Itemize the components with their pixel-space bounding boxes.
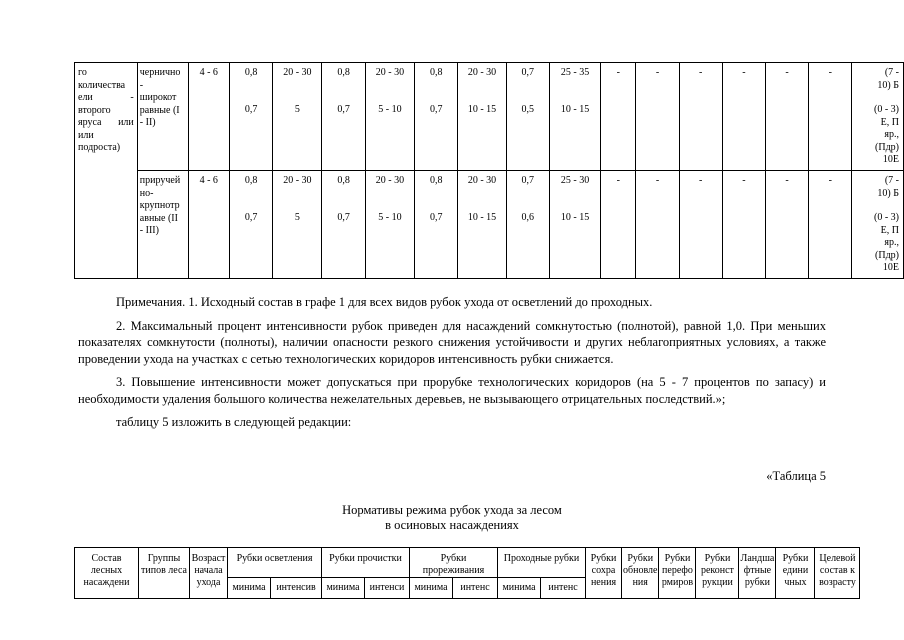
cell-text: 10Е xyxy=(882,262,899,273)
subheader-intensity: интенси xyxy=(365,578,410,599)
header-single: Рубки едини чных xyxy=(776,548,815,599)
value-cell xyxy=(365,171,414,279)
aspen-standards-table xyxy=(74,547,860,599)
cell-text: или xyxy=(78,129,94,141)
table-title-line: Нормативы режима рубок ухода за лесом xyxy=(342,503,562,517)
cell-text: 0,7 xyxy=(521,175,535,186)
cell-text: 5 xyxy=(294,103,300,115)
cell-text: 0,8 xyxy=(337,175,350,186)
subheader-min: минима xyxy=(322,578,365,599)
note-2: 2. Максимальный процент интенсивности рубок приведен для насаждений сомкнутостью (полнотой), равной 1,0. При меньших показателях сомкнутости (полноты), наличии опасности резкого снижения устойчивости и других неблагоприятных условиях, а также проведении ухода на участках с сетью технологических коридоров интенсивность рубки снижается. xyxy=(78,318,826,366)
cell-text: - xyxy=(785,175,789,186)
dash-cell xyxy=(601,63,636,171)
cell-text: 0,8 xyxy=(429,175,443,186)
value-cell xyxy=(506,171,549,279)
dash-cell xyxy=(722,63,765,171)
cell-text: 20 - 30 xyxy=(283,175,312,186)
cell-text: - xyxy=(742,175,746,186)
cell-text: - xyxy=(828,175,832,186)
value-cell xyxy=(458,171,506,279)
header-reformation: Рубки перефо рмиров xyxy=(659,548,696,599)
cell-text: 5 xyxy=(294,211,300,223)
dash-cell xyxy=(722,171,765,279)
cell-text: яруса или xyxy=(78,117,134,128)
age-cell xyxy=(188,171,229,279)
cell-text: второго xyxy=(78,104,111,116)
cell-text: - xyxy=(139,79,144,91)
notes-section xyxy=(78,294,826,431)
target-composition-cell xyxy=(852,171,904,279)
cell-text: - xyxy=(616,67,620,78)
forest-type-cell xyxy=(137,171,188,279)
header-renewal: Рубки обновле ния xyxy=(622,548,659,599)
cell-text: Е, П xyxy=(880,224,899,236)
cell-text: 20 - 30 xyxy=(283,67,312,78)
header-forest-groups: Группы типов леса xyxy=(139,548,190,599)
spacer xyxy=(854,92,899,104)
header-passing: Проходные рубки xyxy=(498,548,586,578)
value-cell xyxy=(458,63,506,171)
dash-cell xyxy=(679,171,722,279)
cell-text: чернично xyxy=(139,67,181,78)
cell-text: широкот xyxy=(139,92,177,103)
header-clearing: Рубки осветления xyxy=(228,548,322,578)
cell-text: 20 - 30 xyxy=(375,67,405,78)
subheader-min: минима xyxy=(228,578,271,599)
table-row xyxy=(75,171,904,279)
cell-text: - xyxy=(785,67,789,78)
cell-text: 0,5 xyxy=(521,103,535,115)
cell-text: 0,6 xyxy=(521,211,535,223)
cell-text: 10) Б xyxy=(877,187,899,199)
cell-text: - xyxy=(616,175,620,186)
cell-text: - xyxy=(699,175,703,186)
header-composition: Состав лесных насаждени xyxy=(75,548,139,599)
value-cell xyxy=(273,171,322,279)
cell-text: 0,8 xyxy=(244,67,258,78)
cell-text: - II) xyxy=(139,117,156,128)
cell-text: 0,8 xyxy=(429,67,443,78)
cell-text: - xyxy=(655,67,660,78)
cell-text: 0,7 xyxy=(337,211,350,223)
cell-text: (0 - 3) xyxy=(874,212,899,223)
note-1: Примечания. 1. Исходный состав в графе 1 для всех видов рубок ухода от осветлений до проходных. xyxy=(116,295,653,309)
cell-text: 4 - 6 xyxy=(199,175,218,186)
dash-cell xyxy=(679,63,722,171)
dash-cell xyxy=(636,63,679,171)
value-cell xyxy=(322,171,365,279)
cell-text: равные (I xyxy=(139,104,180,116)
cell-text: 20 - 30 xyxy=(467,67,497,78)
cell-text: - xyxy=(655,175,660,186)
cell-text: 10 - 15 xyxy=(467,103,497,115)
cell-text: 10 - 15 xyxy=(467,211,497,223)
cell-text: авные (II xyxy=(139,212,178,224)
subheader-min: минима xyxy=(410,578,453,599)
value-cell xyxy=(273,63,322,171)
cell-text: - III) xyxy=(139,225,159,236)
table-label: «Таблица 5 xyxy=(766,469,826,483)
cell-text: - xyxy=(828,67,832,78)
cell-text: 0,7 xyxy=(244,103,258,115)
cell-text: крупнотр xyxy=(139,200,180,211)
dash-cell xyxy=(765,171,808,279)
cell-text: 0,8 xyxy=(337,67,350,78)
dash-cell xyxy=(809,171,852,279)
value-cell xyxy=(229,63,272,171)
cell-text: (0 - 3) xyxy=(874,104,899,115)
value-cell xyxy=(549,171,600,279)
table-title xyxy=(0,503,904,533)
target-composition-cell xyxy=(852,63,904,171)
cell-text: яр., xyxy=(884,237,899,248)
value-cell xyxy=(365,63,414,171)
cell-text: количества xyxy=(78,79,126,91)
header-reconstruction: Рубки реконст рукции xyxy=(696,548,739,599)
cell-text: 0,7 xyxy=(429,211,443,223)
spacer xyxy=(854,200,899,212)
cell-text: 25 - 30 xyxy=(560,175,590,186)
cell-text: яр., xyxy=(884,129,899,140)
cell-text: - xyxy=(742,67,746,78)
cell-text: 10) Б xyxy=(877,79,899,91)
cell-text: (7 - xyxy=(884,67,899,78)
subheader-min: минима xyxy=(498,578,541,599)
cell-text: 25 - 35 xyxy=(560,67,590,78)
value-cell xyxy=(549,63,600,171)
cell-text: 0,8 xyxy=(244,175,258,186)
dash-cell xyxy=(636,171,679,279)
value-cell xyxy=(415,63,458,171)
header-cleaning: Рубки прочистки xyxy=(322,548,410,578)
cell-text: 0,7 xyxy=(429,103,443,115)
header-preservation: Рубки сохра нения xyxy=(586,548,622,599)
value-cell xyxy=(415,171,458,279)
dash-cell xyxy=(765,63,808,171)
subheader-intensity: интенсив xyxy=(271,578,322,599)
cell-text: 0,7 xyxy=(244,211,258,223)
cell-text: (7 - xyxy=(884,175,899,186)
age-cell xyxy=(188,63,229,171)
cell-text: 0,7 xyxy=(337,103,350,115)
cell-text: 10 - 15 xyxy=(560,211,590,223)
cell-text: 10Е xyxy=(882,154,899,165)
value-cell xyxy=(322,63,365,171)
cell-text: - xyxy=(699,67,703,78)
dash-cell xyxy=(601,171,636,279)
cell-text: (Пдр) xyxy=(875,141,899,153)
cell-text: (Пдр) xyxy=(875,249,899,261)
cell-text: 5 - 10 xyxy=(378,211,402,223)
subheader-intensity: интенс xyxy=(453,578,498,599)
header-landscape: Ландша фтные рубки xyxy=(739,548,776,599)
table-row xyxy=(75,63,904,171)
cell-text: Е, П xyxy=(880,116,899,128)
table-header-row xyxy=(75,548,860,578)
cell-text: ели - xyxy=(78,92,134,103)
cell-text: но- xyxy=(139,187,154,199)
header-start-age: Возраст начала ухода xyxy=(190,548,228,599)
cell-text: 0,7 xyxy=(521,67,535,78)
value-cell xyxy=(229,171,272,279)
cell-text: го xyxy=(78,67,87,78)
note-3: 3. Повышение интенсивности может допускаться при прорубке технологических коридоров (на 5 - 7 процентов по запасу) и необходимости удаления большого количества нежелательных деревьев, не вызывающего отрицательных последствий.»; xyxy=(78,375,826,406)
cell-text: 4 - 6 xyxy=(199,67,218,78)
cell-text: 20 - 30 xyxy=(375,175,405,186)
composition-cell xyxy=(75,63,138,279)
subheader-intensity: интенс xyxy=(541,578,586,599)
continuation-table xyxy=(74,62,904,279)
cell-text: 5 - 10 xyxy=(378,103,402,115)
dash-cell xyxy=(809,63,852,171)
cell-text: приручей xyxy=(139,175,181,186)
instruction-text: таблицу 5 изложить в следующей редакции: xyxy=(116,415,352,429)
header-target: Целевой состав к возрасту xyxy=(815,548,860,599)
cell-text: подроста) xyxy=(78,142,121,153)
cell-text: 20 - 30 xyxy=(467,175,497,186)
header-thinning: Рубки прореживания xyxy=(410,548,498,578)
table-title-line: в осиновых насаждениях xyxy=(385,518,519,532)
cell-text: 10 - 15 xyxy=(560,103,590,115)
value-cell xyxy=(506,63,549,171)
forest-type-cell xyxy=(137,63,188,171)
